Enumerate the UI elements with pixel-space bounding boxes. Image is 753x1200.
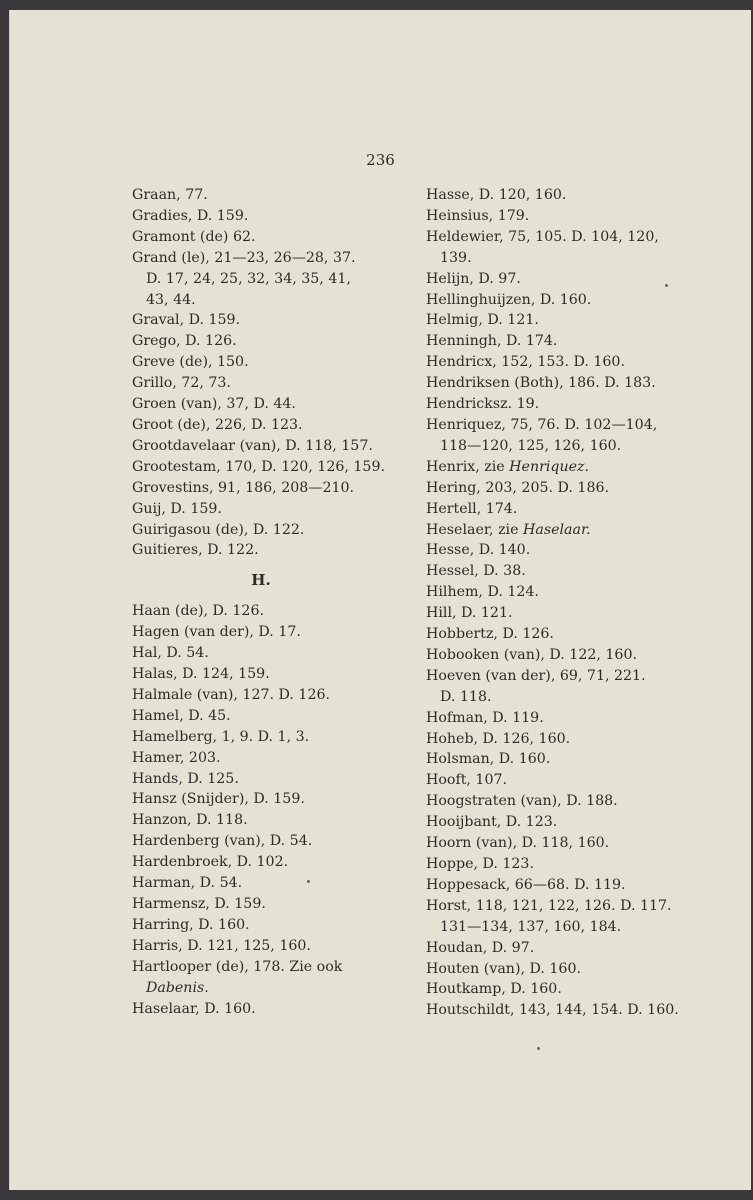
index-entry-text: Hooft, 107.: [426, 772, 508, 789]
index-entry: [132, 601, 402, 622]
index-entry: [426, 310, 708, 331]
index-entry-text: Grootdavelaar (van), D. 118, 157.: [132, 437, 373, 454]
index-entry: [132, 936, 402, 957]
index-entry: [426, 875, 708, 896]
index-entry-text: Hansz (Snijder), D. 159.: [132, 791, 305, 808]
paper-speck: [307, 880, 310, 883]
index-entry-reference: Haselaar.: [523, 521, 591, 538]
index-entry-text: Houtschildt, 143, 144, 154. D. 160.: [426, 1002, 679, 1019]
index-entry-text: Hoppesack, 66—68. D. 119.: [426, 876, 626, 893]
index-entry: [426, 457, 708, 478]
index-entry-text: Grego, D. 126.: [132, 333, 237, 350]
index-entry: [426, 791, 708, 812]
index-entry: [132, 227, 402, 248]
index-entry: [426, 373, 708, 394]
index-entry: [426, 331, 708, 352]
index-entry: [132, 248, 402, 311]
index-entry-reference: Henriquez.: [509, 458, 589, 475]
index-entry-text: Heldewier, 75, 105. D. 104, 120,: [426, 228, 659, 245]
index-entry-text: Grillo, 72, 73.: [132, 375, 231, 392]
index-entry: [132, 436, 402, 457]
index-entry-text: Halas, D. 124, 159.: [132, 666, 270, 683]
index-entry-text: Hoppe, D. 123.: [426, 856, 534, 872]
index-entry-text: Heinsius, 179.: [426, 207, 530, 224]
index-entry: [132, 206, 402, 227]
index-entry: [132, 915, 402, 936]
index-entry-text: Hobooken (van), D. 122, 160.: [426, 646, 637, 663]
index-entry-text: Henningh, D. 174.: [426, 333, 558, 350]
index-entry-text: Hamel, D. 45.: [132, 707, 231, 724]
index-entry: [132, 643, 402, 664]
index-entry: [132, 352, 402, 373]
index-entry: [426, 666, 708, 708]
index-entry: [132, 540, 402, 561]
index-entry: [426, 645, 708, 666]
index-entry-text: Hands, D. 125.: [132, 770, 239, 787]
index-entry-text: Helijn, D. 97.: [426, 270, 521, 287]
index-entry: [132, 852, 402, 873]
index-entry: [426, 708, 708, 729]
index-entry: [426, 1000, 708, 1021]
index-entry: [132, 789, 402, 810]
index-entry: [132, 373, 402, 394]
paper-speck: [665, 284, 668, 287]
index-entry-text: Hessel, D. 38.: [426, 563, 526, 580]
index-entry: [132, 622, 402, 643]
index-column-left: [132, 185, 402, 1019]
index-list-right: [426, 185, 708, 1021]
index-entry: [426, 959, 708, 980]
index-entry-text: Houten (van), D. 160.: [426, 960, 581, 977]
index-entry-text: Hardenberg (van), D. 54.: [132, 833, 313, 850]
index-entry-continuation: 43, 44.: [146, 291, 196, 308]
index-entry-text: Groen (van), 37, D. 44.: [132, 396, 296, 413]
index-entry-text: Gramont (de) 62.: [132, 228, 256, 245]
index-entry-continuation: Dabenis.: [146, 979, 209, 996]
index-entry-text: Greve (de), 150.: [132, 354, 249, 371]
index-entry: [426, 478, 708, 499]
index-entry-text: Hill, D. 121.: [426, 605, 513, 622]
index-entry-text: Harris, D. 121, 125, 160.: [132, 937, 311, 954]
index-entry: [132, 457, 402, 478]
index-entry: [132, 520, 402, 541]
index-entry: [426, 227, 708, 269]
index-entry: [132, 331, 402, 352]
index-entry-text: Hoheb, D. 126, 160.: [426, 730, 571, 747]
index-entry-text: Hanzon, D. 118.: [132, 812, 248, 829]
index-entry-text: Hagen (van der), D. 17.: [132, 624, 301, 641]
index-entry: [132, 394, 402, 415]
index-entry: [132, 769, 402, 790]
index-entry: [426, 896, 708, 938]
index-entry-text: Heselaer, zie: [426, 521, 523, 538]
index-entry: [132, 748, 402, 769]
index-entry-text: Hertell, 174.: [426, 500, 518, 517]
index-entry-text: Halmale (van), 127. D. 126.: [132, 686, 331, 703]
index-entry-text: Grovestins, 91, 186, 208—210.: [132, 479, 355, 496]
index-entry: [426, 854, 708, 875]
index-entry-text: Grand (le), 21—23, 26—28, 37.: [132, 249, 356, 266]
index-entry-continuation: D. 118.: [440, 688, 492, 705]
index-entry-text: Hilhem, D. 124.: [426, 584, 539, 601]
index-entry-text: Hal, D. 54.: [132, 645, 209, 662]
index-entry: [426, 833, 708, 854]
page-number: 236: [366, 151, 395, 169]
index-entry-text: Henrix, zie: [426, 458, 510, 475]
index-entry-text: Hendricksz. 19.: [426, 396, 540, 413]
index-entry: [426, 540, 708, 561]
index-entry: [426, 624, 708, 645]
index-entry-text: Hesse, D. 140.: [426, 542, 531, 559]
index-entry: [426, 185, 708, 206]
index-entry: [132, 727, 402, 748]
index-entry: [426, 979, 708, 1000]
index-entry: [132, 185, 402, 206]
index-entry-text: Harman, D. 54.: [132, 875, 243, 892]
index-entry-text: Harring, D. 160.: [132, 916, 250, 933]
index-entry: [132, 499, 402, 520]
index-entry: [426, 603, 708, 624]
index-entry-text: Holsman, D. 160.: [426, 751, 551, 768]
index-entry-text: Helmig, D. 121.: [426, 312, 539, 329]
index-entry: [426, 394, 708, 415]
index-entry: [426, 770, 708, 791]
index-entry-text: Guij, D. 159.: [132, 500, 222, 517]
index-entry-text: Henriquez, 75, 76. D. 102—104,: [426, 416, 658, 433]
index-entry-text: Graval, D. 159.: [132, 312, 241, 329]
index-entry-text: Hendricx, 152, 153. D. 160.: [426, 354, 625, 371]
index-entry-text: Guitieres, D. 122.: [132, 542, 259, 559]
index-entry: [426, 520, 708, 541]
index-entry: [426, 415, 708, 457]
index-entry: [426, 729, 708, 750]
index-entry: [132, 957, 402, 999]
index-entry-text: Hartlooper (de), 178. Zie ook: [132, 958, 343, 975]
index-column-right: [426, 185, 708, 1021]
index-entry-text: Hofman, D. 119.: [426, 709, 544, 726]
index-entry-text: Hamelberg, 1, 9. D. 1, 3.: [132, 728, 310, 745]
index-entry-text: Hasse, D. 120, 160.: [426, 187, 567, 203]
index-entry: [132, 310, 402, 331]
index-entry: [426, 749, 708, 770]
index-entry-text: Hobbertz, D. 126.: [426, 626, 554, 643]
index-entry-continuation: D. 17, 24, 25, 32, 34, 35, 41,: [146, 270, 351, 287]
index-entry-text: Hoogstraten (van), D. 188.: [426, 793, 618, 810]
index-entry: [132, 810, 402, 831]
paper-speck: [537, 1047, 540, 1050]
index-entry-text: Groot (de), 226, D. 123.: [132, 416, 303, 433]
index-entry-text: Guirigasou (de), D. 122.: [132, 521, 305, 538]
index-entry: [132, 831, 402, 852]
index-entry-text: Haan (de), D. 126.: [132, 603, 264, 620]
index-entry: [132, 415, 402, 436]
index-entry: [132, 478, 402, 499]
index-list-h: [132, 601, 402, 1019]
index-entry-text: Hooijbant, D. 123.: [426, 814, 558, 831]
book-page: [9, 10, 751, 1190]
index-entry-text: Harmensz, D. 159.: [132, 896, 266, 912]
index-entry: [132, 999, 402, 1020]
index-entry: [132, 685, 402, 706]
index-entry: [426, 938, 708, 959]
index-entry-text: Hoorn (van), D. 118, 160.: [426, 835, 610, 852]
index-entry: [426, 206, 708, 227]
index-entry-text: Hoeven (van der), 69, 71, 221.: [426, 667, 646, 684]
index-entry-continuation: 139.: [440, 249, 472, 266]
index-entry: [132, 706, 402, 727]
index-entry: [426, 812, 708, 833]
index-entry-continuation: 131—134, 137, 160, 184.: [440, 918, 622, 935]
index-entry-text: Haselaar, D. 160.: [132, 1000, 256, 1017]
index-entry-text: Hardenbroek, D. 102.: [132, 854, 289, 871]
index-entry-text: Grootestam, 170, D. 120, 126, 159.: [132, 458, 385, 475]
index-entry: [426, 582, 708, 603]
index-entry-text: Houtkamp, D. 160.: [426, 981, 562, 998]
index-entry-text: Horst, 118, 121, 122, 126. D. 117.: [426, 897, 672, 914]
index-entry-text: Hellinghuijzen, D. 160.: [426, 291, 592, 308]
index-entry-text: Hering, 203, 205. D. 186.: [426, 479, 610, 496]
section-heading: H.: [251, 571, 271, 590]
index-entry: [132, 894, 402, 915]
index-entry-text: Hamer, 203.: [132, 749, 221, 766]
index-entry: [426, 499, 708, 520]
index-entry: [426, 561, 708, 582]
index-entry-text: Graan, 77.: [132, 187, 208, 203]
index-entry-text: Gradies, D. 159.: [132, 207, 249, 224]
index-entry-text: Hendriksen (Both), 186. D. 183.: [426, 375, 656, 392]
index-list-g: [132, 185, 402, 561]
index-entry-continuation: 118—120, 125, 126, 160.: [440, 437, 622, 454]
index-entry-text: Houdan, D. 97.: [426, 939, 535, 956]
index-entry: [426, 352, 708, 373]
index-entry: [132, 664, 402, 685]
index-entry: [132, 873, 402, 894]
index-entry: [426, 290, 708, 311]
